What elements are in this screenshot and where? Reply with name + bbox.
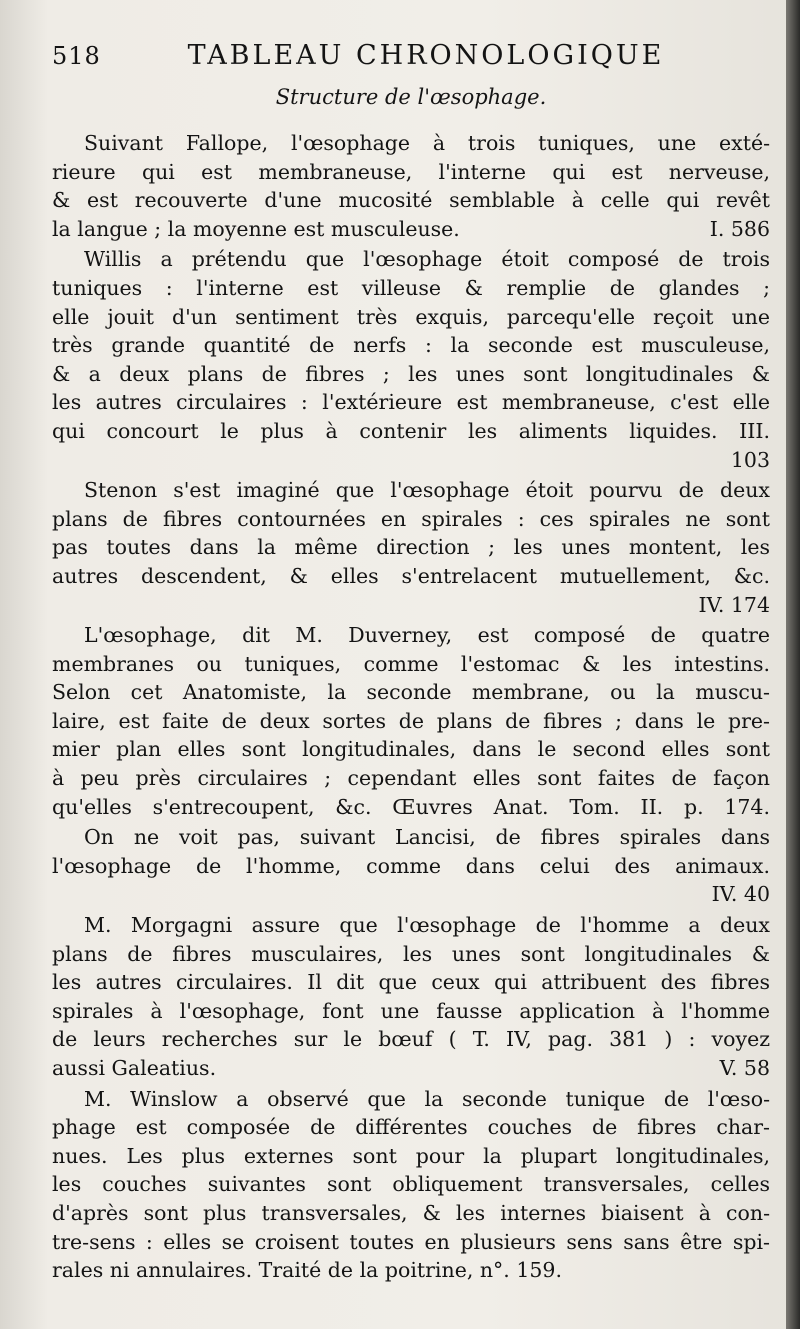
paragraph	[52, 476, 770, 619]
text-line-last	[52, 1054, 770, 1083]
reference-number: V. 58	[719, 1056, 770, 1080]
running-title: TABLEAU CHRONOLOGIQUE	[187, 40, 665, 71]
text-line: membranes ou tuniques, comme l'estomac & les intestins.	[52, 651, 770, 676]
text-line: plans de fibres musculaires, les unes sont longitudinales &	[52, 941, 770, 966]
text-line: On ne voit pas, suivant Lancisi, de fibres spirales dans	[84, 825, 770, 850]
text-line-content: aussi Galeatius.	[52, 1056, 217, 1080]
section-title: Structure de l'œsophage.	[275, 85, 547, 109]
body-text	[52, 129, 770, 1285]
text-line: Stenon s'est imaginé que l'œsophage étoit pourvu de deux	[84, 478, 770, 503]
text-line: très grande quantité de nerfs : la seconde est musculeuse,	[52, 333, 770, 358]
text-line: & a deux plans de fibres ; les unes sont longitudinales &	[52, 361, 770, 386]
text-line: tre-sens : elles se croisent toutes en plusieurs sens sans être spi-	[52, 1229, 770, 1254]
paragraph	[52, 621, 770, 821]
text-line: elle jouit d'un sentiment très exquis, parcequ'elle reçoit une	[52, 304, 770, 329]
paragraph	[52, 245, 770, 474]
text-line: qui concourt le plus à contenir les aliments liquides. III.	[52, 418, 770, 443]
text-line: Willis a prétendu que l'œsophage étoit composé de trois	[84, 247, 770, 272]
text-line: à peu près circulaires ; cependant elles sont faites de façon	[52, 766, 770, 791]
text-line: les couches suivantes sont obliquement transversales, celles	[52, 1172, 770, 1197]
text-line: Suivant Fallope, l'œsophage à trois tuniques, une exté-	[84, 131, 770, 155]
text-line: Selon cet Anatomiste, la seconde membrane, ou la muscu-	[52, 680, 770, 705]
text-line-last	[52, 1256, 770, 1285]
text-line: M. Winslow a observé que la seconde tunique de l'œso-	[84, 1086, 770, 1111]
reference-number: 103	[730, 447, 770, 472]
text-line: pas toutes dans la même direction ; les unes montent, les	[52, 535, 770, 560]
paragraph	[52, 823, 770, 909]
reference-number: IV. 40	[711, 882, 770, 907]
text-line: laire, est faite de deux sortes de plans de fibres ; dans le pre-	[52, 708, 770, 733]
text-line: l'œsophage de l'homme, comme dans celui des animaux.	[52, 853, 770, 878]
text-line: phage est composée de différentes couches de fibres char-	[52, 1115, 770, 1140]
paragraph	[52, 1085, 770, 1285]
text-line: d'après sont plus transversales, & les internes biaisent à con-	[52, 1200, 770, 1225]
text-line-last	[52, 215, 770, 244]
reference-number: I. 586	[709, 216, 770, 241]
text-line-content: la langue ; la moyenne est musculeuse.	[52, 216, 460, 241]
text-line: L'œsophage, dit M. Duverney, est composé de quatre	[84, 623, 770, 648]
text-line: tuniques : l'interne est villeuse & remplie de glandes ;	[52, 275, 770, 300]
text-line: plans de fibres contournées en spirales : ces spirales ne sont	[52, 506, 770, 531]
page-number: 518	[52, 42, 101, 70]
text-line: mier plan elles sont longitudinales, dans le second elles sont	[52, 737, 770, 762]
page-edge-shadow	[786, 0, 800, 1329]
text-line: nues. Les plus externes sont pour la plupart longitudinales,	[52, 1143, 770, 1168]
reference-number: IV. 174	[698, 592, 770, 617]
text-line: de leurs recherches sur le bœuf ( T. IV, pag. 381 ) : voyez	[52, 1027, 770, 1052]
text-line: les autres circulaires. Il dit que ceux qui attribuent des fibres	[52, 970, 770, 995]
text-line: autres descendent, & elles s'entrelacent mutuellement, &c.	[52, 563, 770, 588]
paragraph	[52, 129, 770, 243]
text-line: spirales à l'œsophage, font une fausse application à l'homme	[52, 998, 770, 1023]
text-line: rieure qui est membraneuse, l'interne qui est nerveuse,	[52, 159, 770, 184]
paragraph	[52, 911, 770, 1083]
page-header	[52, 40, 770, 71]
text-line: qu'elles s'entrecoupent, &c. Œuvres Anat. Tom. II. p. 174.	[52, 794, 770, 819]
text-line-content: rales ni annulaires. Traité de la poitrine, n°. 159.	[52, 1258, 562, 1283]
text-line: M. Morgagni assure que l'œsophage de l'homme a deux	[84, 913, 770, 938]
text-line: les autres circulaires : l'extérieure est membraneuse, c'est elle	[52, 390, 770, 415]
text-line: & est recouverte d'une mucosité semblable à celle qui revêt	[52, 188, 770, 213]
